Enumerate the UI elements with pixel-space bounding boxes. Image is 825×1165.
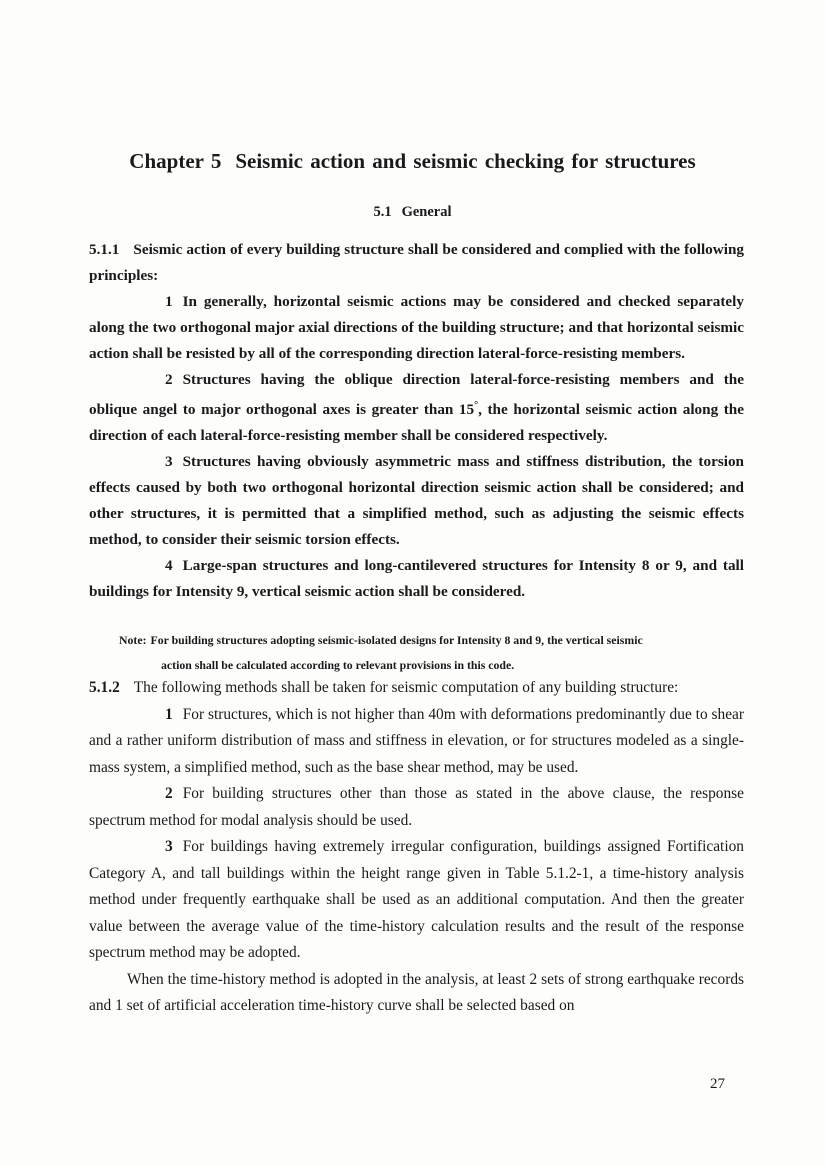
chapter-label: Chapter 5: [129, 149, 222, 173]
item-text: For buildings having extremely irregular configuration, buildings assigned Fortification Category A, and tall buildings within the height range given in Table 5.1.2-1, a time-history analysis method under frequently earthquake shall be used as an additional computation. And then the greater value between the average value of the time-history calculation results and the result of the response spectrum method may be adopted.: [89, 838, 744, 961]
clause-number: 5.1.1: [89, 241, 120, 258]
item-number: 3: [165, 453, 173, 471]
item-text: Large-span structures and long-cantilevered structures for Intensity 8 or 9, and tall buildings for Intensity 9, vertical seismic action shall be considered.: [89, 557, 744, 601]
item-number: 2: [165, 371, 173, 388]
list-item: [89, 834, 744, 967]
clause-5-1-2: [89, 675, 744, 1020]
note-line: [119, 628, 749, 653]
item-text: , the horizontal seismic action along the direction of each lateral-force-resisting member shall be considered respectively.: [89, 401, 744, 445]
item-text: For building structures other than those as stated in the above clause, the response spectrum method for modal analysis should be used.: [89, 785, 744, 829]
section-number: 5.1: [373, 204, 392, 220]
list-item: [89, 781, 744, 834]
page-number: 27: [710, 1076, 725, 1092]
item-text: Structures having obviously asymmetric mass and stiffness distribution, the torsion effects caused by both two orthogonal horizontal direction seismic action shall be considered; and other structures, it is permitted that a simplified method, such as adjusting the seismic effects method, to consider their seismic torsion effects.: [89, 453, 744, 549]
chapter-heading: Seismic action and seismic checking for structures: [235, 149, 696, 173]
item-number: 1: [165, 293, 173, 310]
item-text: In generally, horizontal seismic actions may be considered and checked separately along the two orthogonal major axial directions of the building structure; and that horizontal seismic action shall be resisted by all of the corresponding direction lateral-force-resisting members.: [89, 293, 744, 362]
item-number: 2: [165, 785, 173, 802]
clause-text: The following methods shall be taken for seismic computation of any building structure:: [133, 679, 679, 696]
chapter-title: [0, 149, 825, 174]
list-item: [89, 289, 744, 367]
list-item: [89, 367, 744, 449]
item-number: 4: [165, 557, 173, 575]
section-heading: General: [401, 204, 452, 220]
note: [119, 628, 749, 678]
item-text: Structures having the oblique direction lateral-force-resisting members and the oblique angel to major orthogonal axes is greater than 15: [89, 371, 744, 419]
note-label: Note:: [119, 633, 147, 647]
paragraph: When the time-history method is adopted in the analysis, at least 2 sets of strong earthquake records and 1 set of artificial acceleration time-history curve shall be selected based on: [89, 970, 744, 1014]
section-title: [0, 204, 825, 221]
clause-number: 5.1.2: [89, 679, 120, 696]
note-text: For building structures adopting seismic-isolated designs for Intensity 8 and 9, the vertical seismic: [150, 633, 643, 647]
note-line: action shall be calculated according to relevant provisions in this code.: [161, 658, 515, 672]
item-number: 1: [165, 705, 173, 723]
item-number: 3: [165, 838, 173, 855]
clause-5-1-1: [89, 237, 744, 605]
item-text: For structures, which is not higher than 40m with deformations predominantly due to shear and a rather uniform distribution of mass and stiffness in elevation, or for structures modeled as a single-mass system, a simplified method, such as the base shear method, may be used.: [89, 705, 744, 776]
list-item: [89, 702, 744, 782]
degree-symbol: °: [474, 400, 479, 411]
list-item: [89, 449, 744, 553]
clause-text: Seismic action of every building structure shall be considered and complied with the following principles:: [89, 241, 744, 284]
clause-paragraph: [89, 237, 744, 289]
clause-paragraph: [89, 675, 744, 702]
list-item: [89, 553, 744, 605]
